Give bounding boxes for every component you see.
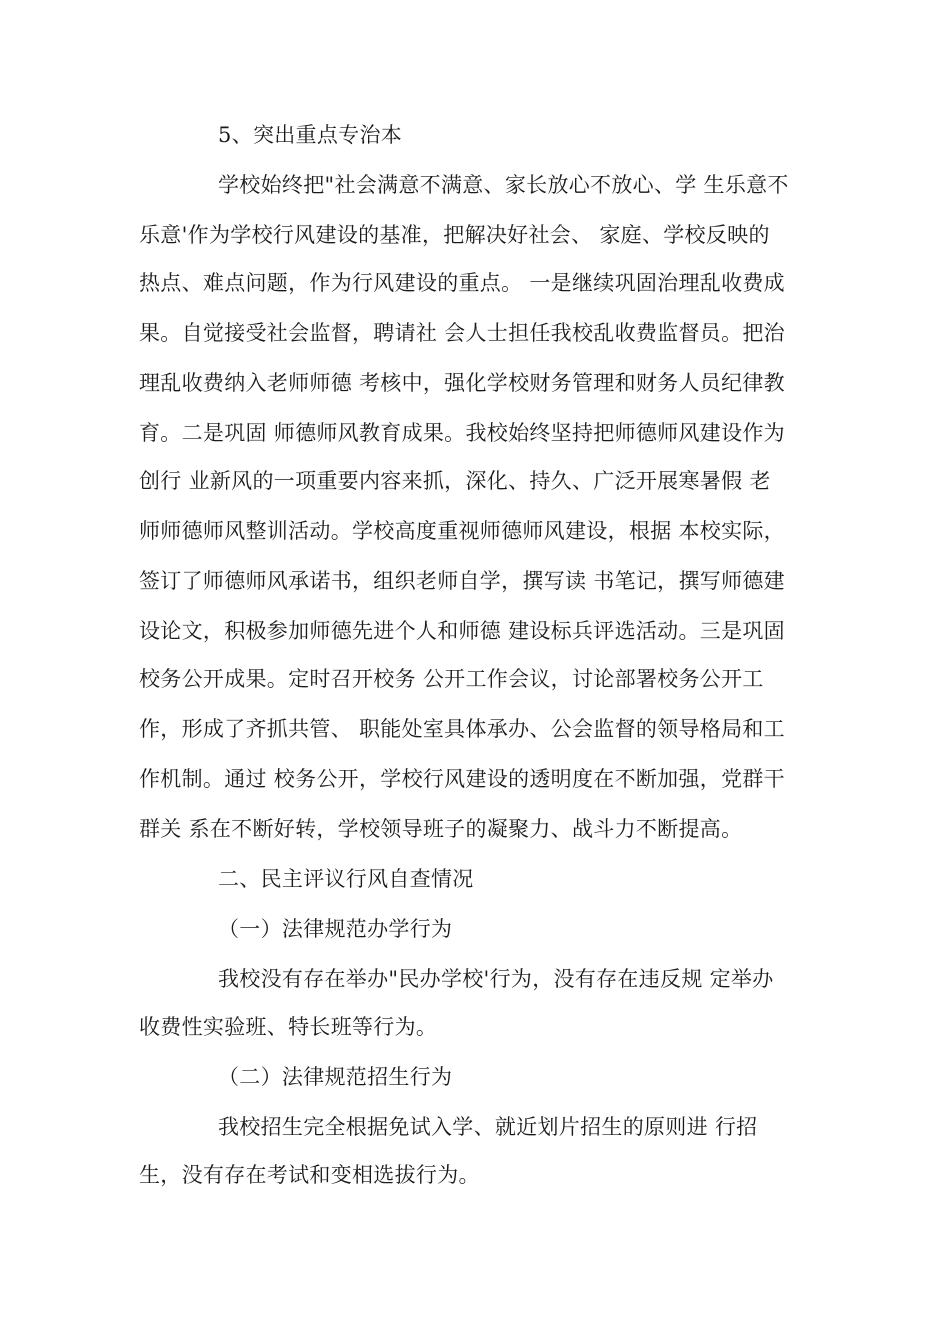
paragraph-line: 创行 业新风的一项重要内容来抓，深化、持久、广泛开展寒暑假 老 (139, 469, 771, 493)
paragraph-line: 理乱收费纳入老师师德 考核中，强化学校财务管理和财务人员纪律教 (139, 371, 785, 395)
paragraph-line: 作，形成了齐抓共管、 职能处室具体承办、公会监督的领导格局和工 (139, 717, 785, 741)
paragraph-line: 师师德师风整训活动。学校高度重视师德师风建设，根据 本校实际， (139, 519, 785, 543)
paragraph-line: 收费性实验班、特长班等行为。 (139, 1015, 438, 1039)
paragraph-line: 作机制。通过 校务公开，学校行风建设的透明度在不断加强，党群干 (139, 767, 785, 791)
paragraph-line: 校务公开成果。定时召开校务 公开工作会议，讨论部署校务公开工 (139, 667, 764, 691)
subsection-title-1: （一）法律规范办学行为 (218, 917, 453, 941)
paragraph-line: 设论文，积极参加师德先进个人和师德 建设标兵评选活动。三是巩固 (139, 619, 785, 643)
paragraph-line: 乐意'作为学校行风建设的基准，把解决好社会、 家庭、学校反映的 (139, 223, 770, 247)
paragraph-line: 热点、难点问题，作为行风建设的重点。 一是继续巩固治理乱收费成 (139, 271, 785, 295)
paragraph-line: 生，没有存在考试和变相选拔行为。 (139, 1163, 480, 1187)
paragraph-line: 育。二是巩固 师德师风教育成果。我校始终坚持把师德师风建设作为 (139, 421, 785, 445)
paragraph-line: 签订了师德师风承诺书，组织老师自学，撰写读 书笔记，撰写师德建 (139, 569, 785, 593)
paragraph-line: 群关 系在不断好转，学校领导班子的凝聚力、战斗力不断提高。 (139, 817, 743, 841)
section-heading-5: 5、突出重点专治本 (218, 123, 403, 147)
paragraph-line: 我校招生完全根据免试入学、就近划片招生的原则进 行招 (218, 1115, 758, 1139)
paragraph-line: 我校没有存在举办"民办学校'行为，没有存在违反规 定举办 (218, 967, 774, 991)
subsection-title-2: （二）法律规范招生行为 (218, 1065, 453, 1089)
paragraph-line: 果。自觉接受社会监督，聘请社 会人士担任我校乱收费监督员。把治 (139, 321, 785, 345)
section-heading-2: 二、民主评议行风自查情况 (218, 867, 474, 891)
paragraph-line: 学校始终把"社会满意不满意、家长放心不放心、学 生乐意不 (218, 173, 789, 197)
